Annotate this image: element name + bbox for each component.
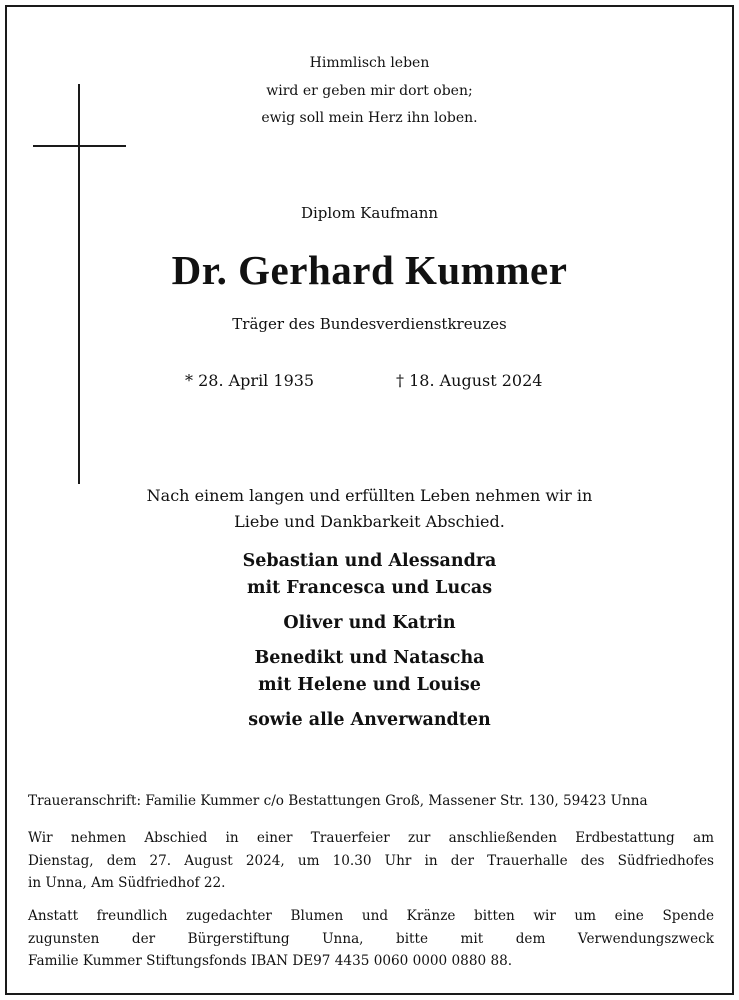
verse-line: Himmlisch leben: [309, 55, 430, 71]
verse-line: wird er geben mir dort oben;: [266, 82, 473, 99]
mourner-line: Oliver und Katrin: [283, 613, 456, 633]
mourner-line: sowie alle Anverwandten: [248, 710, 491, 730]
mourner-line: mit Helene und Louise: [258, 675, 481, 695]
mourner-line: Benedikt und Natascha: [254, 648, 485, 668]
farewell-line: Nach einem langen und erfüllten Leben nehmen wir in: [146, 486, 593, 505]
death-date: † 18. August 2024: [396, 371, 543, 390]
mourners-list: [0, 548, 739, 734]
mourner-line: mit Francesca und Lucas: [246, 578, 493, 598]
donation-line: Anstatt freundlich zugedachter Blumen und Kränze bitten wir um eine Spende: [28, 908, 714, 924]
ceremony-line: Dienstag, dem 27. August 2024, um 10.30 Uhr in der Trauerhalle des Südfriedhofes: [28, 852, 714, 869]
verse-line: ewig soll mein Herz ihn loben.: [261, 110, 478, 126]
ceremony-line: in Unna, Am Südfriedhof 22.: [28, 875, 226, 891]
donation-paragraph: [28, 905, 714, 973]
honor: Träger des Bundesverdienstkreuzes: [232, 315, 507, 333]
donation-line: Familie Kummer Stiftungsfonds IBAN DE97 4435 0060 0000 0880 88.: [28, 953, 513, 969]
deceased-name: Dr. Gerhard Kummer: [171, 247, 568, 293]
cross-horizontal-bar: [33, 145, 126, 147]
mourning-address: Traueranschrift: Familie Kummer c/o Bestattungen Groß, Massener Str. 130, 59423 Unna: [28, 793, 648, 809]
profession: Diplom Kaufmann: [300, 204, 439, 222]
ceremony-line: Wir nehmen Abschied in einer Trauerfeier zur anschließenden Erdbestattung am: [28, 830, 714, 846]
birth-date: * 28. April 1935: [185, 371, 315, 390]
farewell-line: Liebe und Dankbarkeit Abschied.: [234, 512, 505, 531]
verse: [0, 50, 739, 133]
ceremony-paragraph: [28, 827, 714, 895]
farewell-text: [0, 483, 739, 535]
mourner-line: Sebastian und Alessandra: [242, 551, 497, 571]
donation-line: zugunsten der Bürgerstiftung Unna, bitte mit dem Verwendungszweck: [28, 930, 714, 947]
